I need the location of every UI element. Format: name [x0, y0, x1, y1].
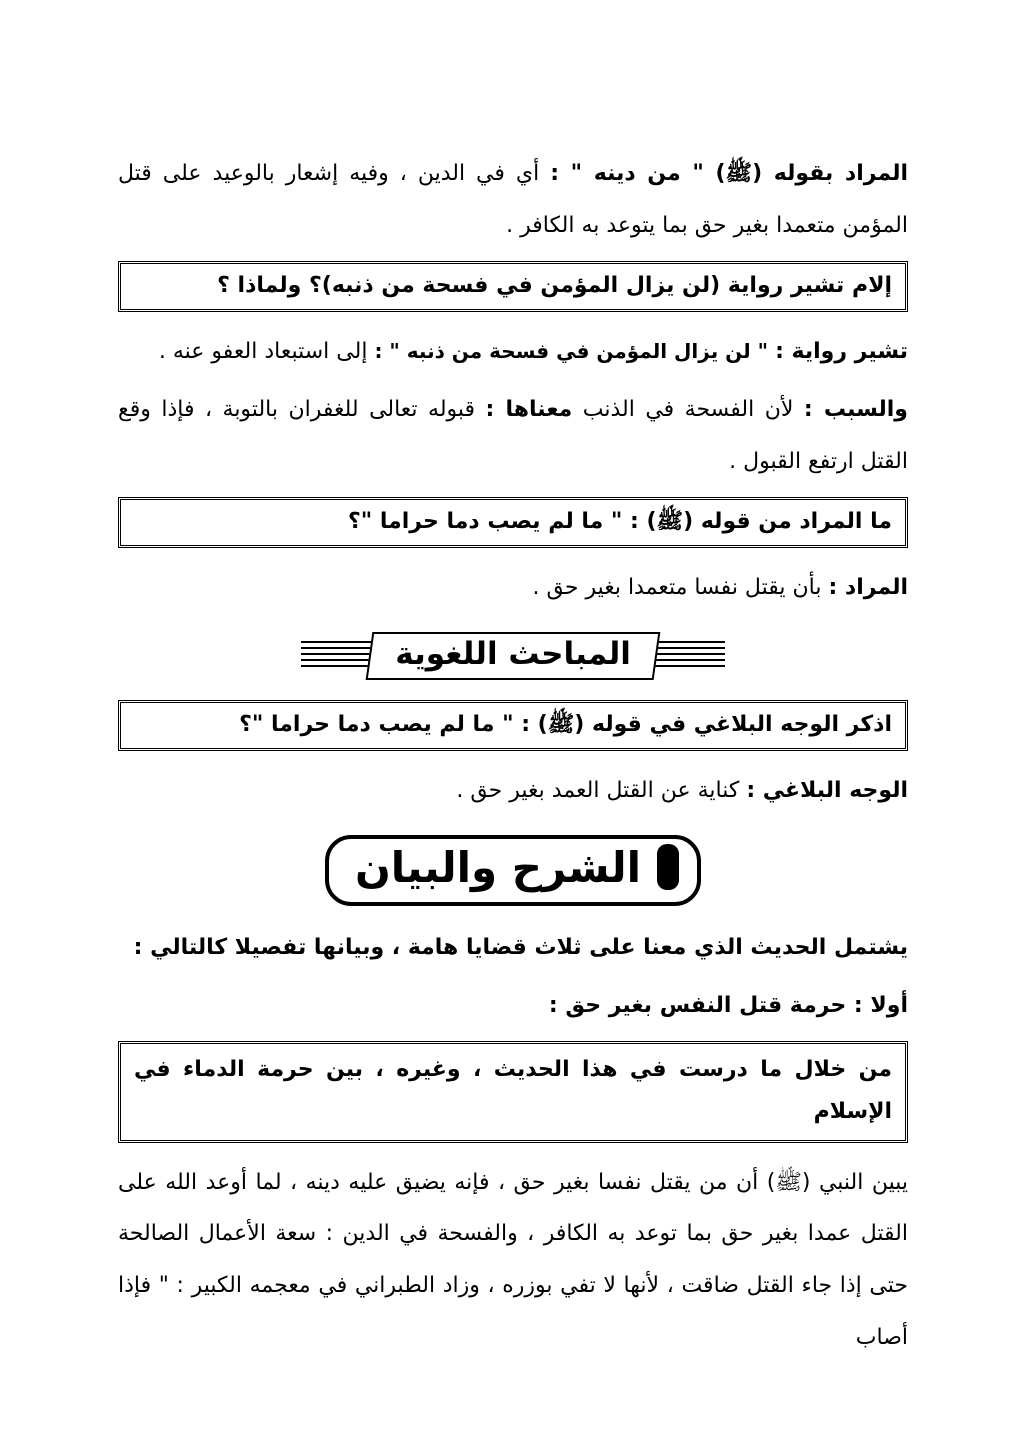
paragraph-text: لأن الفسحة في الذنب	[582, 397, 794, 423]
quoted-hadith-text: " لن يزال المؤمن في فسحة من ذنبه " :	[374, 339, 769, 364]
bold-lead-tushir-riwaya: تشير رواية :	[775, 339, 908, 365]
question-text: ما المراد من قوله (ﷺ) : " ما لم يصب دما حراما "؟	[347, 509, 892, 535]
paragraph-wal-sabab	[118, 384, 908, 487]
paragraph-text: كناية عن القتل العمد بغير حق .	[456, 778, 740, 804]
paragraph-text: إلى استبعاد العفو عنه .	[158, 339, 368, 365]
paragraph-explanation-body	[118, 1157, 908, 1364]
bold-lead-wajh-balaghi: الوجه البلاغي :	[746, 778, 908, 804]
question-box-balaghi	[118, 700, 908, 751]
section-heading-box	[366, 632, 660, 680]
question-text: إلام تشير رواية (لن يزال المؤمن في فسحة من ذنبه)؟ ولماذا ؟	[217, 273, 892, 299]
exercise-text: من خلال ما درست في هذا الحديث ، وغيره ، بين حرمة الدماء في الإسلام	[134, 1057, 892, 1124]
stripe-ornament-right	[653, 641, 725, 671]
question-box-murad-qawlihi	[118, 497, 908, 548]
exercise-box-sanctity-of-blood	[118, 1041, 908, 1143]
section-heading-text: الشرح والبيان	[354, 842, 642, 892]
paragraph-al-murad	[118, 562, 908, 614]
question-text: اذكر الوجه البلاغي في قوله (ﷺ) : " ما لم يصب دما حراما "؟	[239, 712, 892, 738]
question-box-riwaya	[118, 261, 908, 312]
paragraph-meaning-of-min-dinihi	[118, 148, 908, 251]
paragraph-text: قبوله تعالى للغفران بالتوبة ، فإذا وقع القتل ارتفع القبول .	[118, 397, 908, 474]
section-heading-linguistic-studies	[118, 632, 908, 680]
paragraph-text: يبين النبي (ﷺ) أن من يقتل نفسا بغير حق ، فإنه يضيق عليه دينه ، لما أوعد الله على القتل عمدا بغير حق بما توعد به الكافر ، والفسحة في الدين : سعة الأعمال الصالحة حتى إذا جاء القتل ضاقت ، لأنها لا تفي بوزره ، وزاد الطبراني في معجمه الكبير : " فإذا أصاب	[118, 1169, 908, 1350]
bold-maanaha: معناها :	[485, 397, 573, 423]
paragraph-first-point	[118, 980, 908, 1032]
bold-text: أولا : حرمة قتل النفس بغير حق :	[548, 992, 908, 1018]
bold-lead-murad-biqawlihi: المراد بقوله (ﷺ) " من دينه " :	[550, 161, 908, 186]
bold-lead-al-murad: المراد :	[828, 575, 908, 601]
paragraph-wajh-balaghi	[118, 765, 908, 817]
section-heading-box	[325, 835, 701, 906]
paragraph-text: بأن يقتل نفسا متعمدا بغير حق .	[532, 575, 822, 601]
bold-text: يشتمل الحديث الذي معنا على ثلاث قضايا هامة ، وبيانها تفصيلا كالتالي :	[133, 934, 908, 960]
paragraph-hadith-overview	[118, 922, 908, 974]
section-heading-explanation	[118, 835, 908, 906]
stripe-ornament-left	[301, 641, 373, 671]
black-cap-ornament	[657, 844, 679, 890]
section-heading-text: المباحث اللغوية	[395, 636, 632, 673]
paragraph-tushir-riwaya	[118, 326, 908, 378]
bold-lead-wal-sabab: والسبب :	[803, 397, 908, 423]
paragraph-text: أي في الدين ، وفيه إشعار بالوعيد على قتل المؤمن متعمدا بغير حق بما يتوعد به الكافر .	[118, 161, 908, 238]
